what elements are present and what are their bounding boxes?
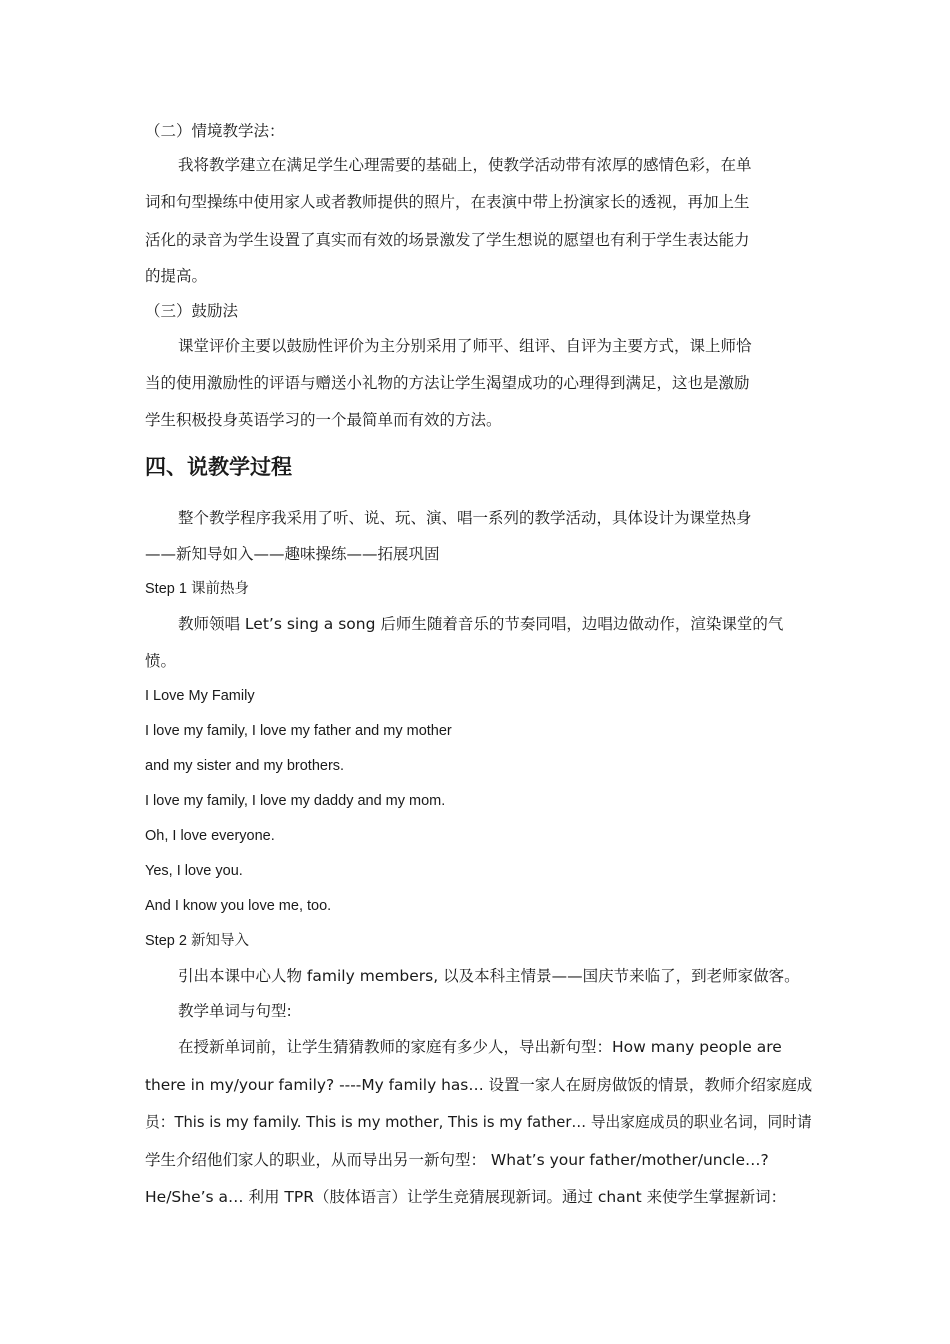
song-line: And I know you love me, too. (145, 898, 332, 914)
paragraph-line: 愤。 (145, 652, 177, 670)
paragraph-line: 整个教学程序我采用了听、说、玩、演、唱一系列的教学活动，具体设计为课堂热身 (178, 509, 752, 527)
paragraph-line: there in my/your family? ----My family has… 设置一家人在厨房做饭的情景，教师介绍家庭成 (145, 1076, 813, 1094)
song-title: I Love My Family (145, 688, 255, 704)
paragraph-line: 的提高。 (145, 267, 208, 285)
paragraph-line: 当的使用激励性的评语与赠送小礼物的方法让学生渴望成功的心理得到满足，这也是激励 (145, 374, 750, 392)
paragraph-line: 引出本课中心人物 family members, 以及本科主情景——国庆节来临了，到老师家做客。 (178, 967, 800, 985)
paragraph-line: 教学单词与句型: (178, 1002, 292, 1020)
section-title-situational-teaching: （二）情境教学法： (145, 122, 285, 140)
paragraph-line: 学生介绍他们家人的职业，从而导出另一新句型： What’s your father/mother/uncle…? (145, 1151, 769, 1169)
paragraph-line: He/She’s a… 利用 TPR（肢体语言）让学生竞猜展现新词。通过 chant 来使学生掌握新词： (145, 1188, 787, 1206)
paragraph-line: 学生积极投身英语学习的一个最简单而有效的方法。 (145, 411, 502, 429)
step-1-title: Step 1 课前热身 (145, 581, 249, 597)
paragraph-line: 教师领唱 Let’s sing a song 后师生随着音乐的节奏同唱，边唱边做动作，渲染课堂的气 (178, 615, 784, 633)
song-line: Oh, I love everyone. (145, 828, 275, 844)
step-2-title: Step 2 新知导入 (145, 933, 249, 949)
paragraph-line: 词和句型操练中使用家人或者教师提供的照片，在表演中带上扮演家长的透视，再加上生 (145, 193, 750, 211)
paragraph-line: 我将教学建立在满足学生心理需要的基础上，使教学活动带有浓厚的感情色彩，在单 (178, 156, 752, 174)
paragraph-line: 课堂评价主要以鼓励性评价为主分别采用了师平、组评、自评为主要方式，课上师恰 (178, 337, 752, 355)
song-line: and my sister and my brothers. (145, 758, 345, 774)
section-title-encouragement: （三）鼓励法 (145, 302, 239, 320)
heading-teaching-process: 四、说教学过程 (145, 455, 292, 479)
song-line: I love my family, I love my father and my mother (145, 723, 452, 739)
paragraph-line: 在授新单词前，让学生猜猜教师的家庭有多少人，导出新句型：How many people are (178, 1038, 782, 1056)
song-line: I love my family, I love my daddy and my mom. (145, 793, 446, 809)
song-line: Yes, I love you. (145, 863, 243, 879)
paragraph-line: ——新知导如入——趣味操练——拓展巩固 (145, 545, 440, 563)
paragraph-line: 活化的录音为学生设置了真实而有效的场景激发了学生想说的愿望也有利于学生表达能力 (145, 231, 750, 249)
paragraph-line: 员：This is my family. This is my mother, This is my father… 导出家庭成员的职业名词，同时请 (145, 1113, 812, 1131)
